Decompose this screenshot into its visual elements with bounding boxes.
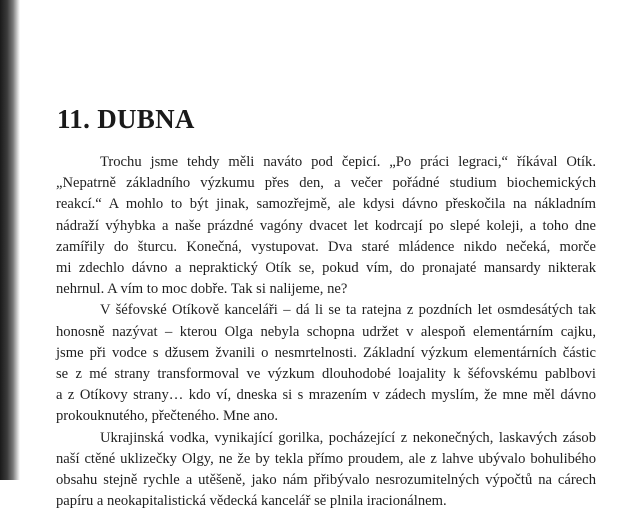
text-line: jsme při vodce s džusem žvanili o nesmrtelnosti. Základní výzkum elementárních částic [56,344,596,361]
text-line: papíru a neokapitalistická vědecká kancelář se plnila iracionálnem. [56,493,447,510]
text-line: mi zdechlo dávno a nepraktický Otík se, pokud vím, do pronajaté mansardy nikterak [56,260,596,277]
book-spine-shadow [0,0,20,480]
text-line: „Nepatrně základního výzkumu přes den, a večer pořádné studium biochemických [56,175,596,192]
chapter-title: 11. DUBNA [57,104,195,134]
paragraph-2 [56,300,596,427]
text-line: nehrnul. A vím to moc dobře. Tak si nalijeme, ne? [56,281,348,298]
paragraph-1 [56,152,596,300]
text-line: V šéfovské Otíkově kanceláři – dá li se ta ratejna z pozdních let osmdesátých tak [100,302,596,319]
text-line: nádraží výhybka a naše prázdné vagóny dvacet let kodrcají po slepé koleji, a toho dne [56,217,596,234]
text-line: honosně nazývat – kterou Olga nebyla schopna udržet v alespoň elementárním cajku, [56,323,596,340]
paragraph-3 [56,428,596,512]
text-line: Trochu jsme tehdy měli naváto pod čepicí. „Po práci legraci,“ říkával Otík. [100,154,596,170]
text-line: prokouknutého, přečteného. Mne ano. [56,408,279,425]
text-line: Ukrajinská vodka, vynikající gorilka, pocházející z nekonečných, laskavých zásob [100,429,596,446]
text-line: reakcí.“ A mohlo to být jinak, samozřejmě, ale kdysi dávno přeskočila na nákladním [56,196,596,213]
text-line: obsahu stejně rychle a utěšeně, jako nám přibývalo nesrozumitelných výpočtů na cárech [56,472,596,489]
text-line: a z Otíkovy strany… kdo ví, dneska si s mrazením v zádech myslím, že mne měl dávno [56,387,596,404]
chapter-body [56,152,596,512]
text-line: naší ctěné uklizečky Olgy, ne že by tekla přímo proudem, ale z lahve ubývalo bohulibého [56,450,596,467]
text-line: zamířily do šturcu. Konečná, vystupovat. Dva staré mládence nikdo nečeká, morče [56,238,596,255]
text-line: se z mé strany transformoval ve výzkum dlouhodobé loajality k šéfovskému pablbovi [56,366,596,383]
